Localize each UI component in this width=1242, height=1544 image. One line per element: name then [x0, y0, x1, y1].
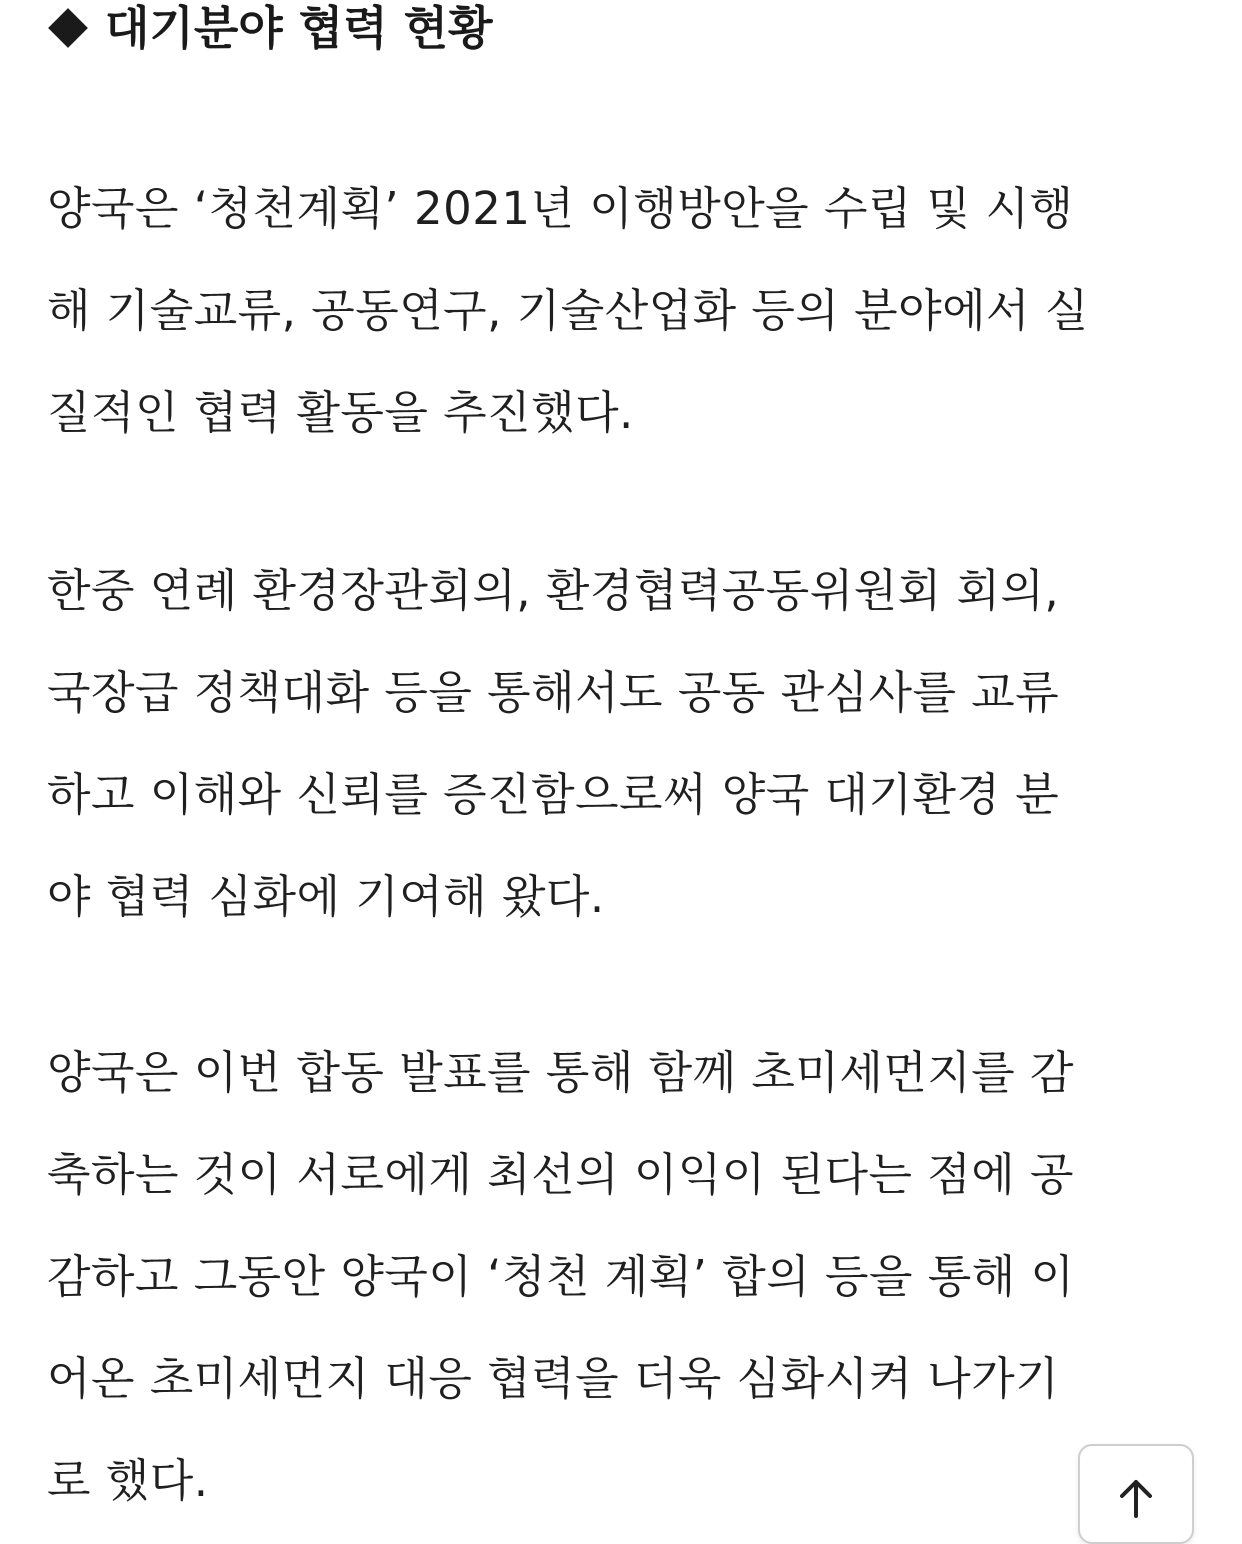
- paragraph-line: 양국은 ‘청천계획’ 2021년 이행방안을 수립 및 시행: [47, 182, 1074, 235]
- paragraph-line: 양국은 이번 합동 발표를 통해 함께 초미세먼지를 감: [47, 1046, 1075, 1099]
- section-heading: [47, 0, 1207, 60]
- paragraph-line: 한중 연례 환경장관회의, 환경협력공동위원회 회의,: [47, 564, 1060, 617]
- paragraph-line: 국장급 정책대화 등을 통해서도 공동 관심사를 교류: [47, 666, 1060, 719]
- paragraph-line: 질적인 협력 활동을 추진했다.: [47, 386, 634, 439]
- paragraph-line: 어온 초미세먼지 대응 협력을 더욱 심화시켜 나가기: [47, 1352, 1060, 1405]
- paragraph-3: [47, 1022, 1207, 1532]
- paragraph-2: [47, 540, 1207, 948]
- paragraph-line: 감하고 그동안 양국이 ‘청천 계획’ 합의 등을 통해 이: [47, 1250, 1075, 1303]
- paragraph-1: [47, 158, 1207, 464]
- paragraph-line: 해 기술교류, 공동연구, 기술산업화 등의 분야에서 실: [47, 284, 1089, 337]
- article-body: [47, 0, 1207, 1507]
- diamond-icon: [48, 8, 88, 48]
- paragraph-line: 로 했다.: [47, 1454, 209, 1507]
- section-heading-text: 대기분야 협력 현황: [105, 1, 493, 55]
- paragraph-line: 하고 이해와 신뢰를 증진함으로써 양국 대기환경 분: [47, 768, 1060, 821]
- paragraph-line: 축하는 것이 서로에게 최선의 이익이 된다는 점에 공: [47, 1148, 1075, 1201]
- arrow-up-icon: [1118, 1478, 1154, 1518]
- scroll-to-top-button[interactable]: [1078, 1444, 1194, 1544]
- paragraph-line: 야 협력 심화에 기여해 왔다.: [47, 870, 605, 923]
